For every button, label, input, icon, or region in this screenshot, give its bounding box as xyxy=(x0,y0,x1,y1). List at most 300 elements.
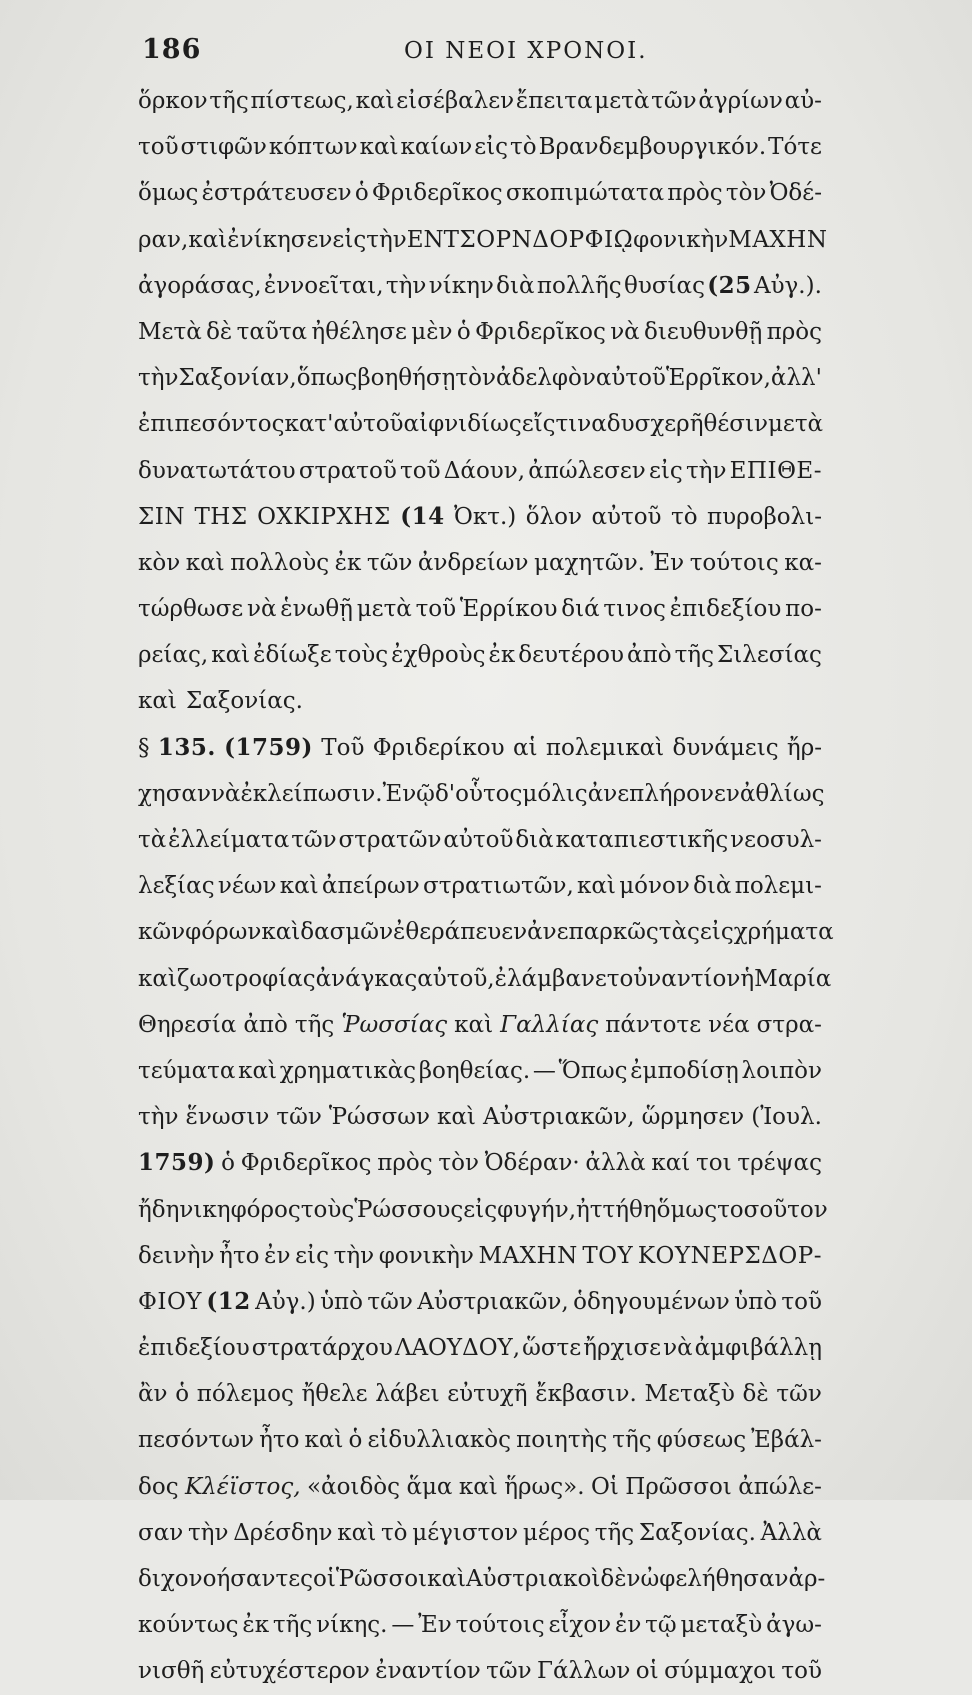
word: ἐν xyxy=(264,1242,291,1269)
word: ἀπώλε- xyxy=(738,1473,822,1500)
text-line xyxy=(138,1510,822,1556)
word: ἐπιδεξίου xyxy=(669,596,782,623)
word: τὸν xyxy=(438,1150,479,1177)
word: ὁ xyxy=(354,180,369,207)
word: χρηματικὰς xyxy=(279,1057,416,1084)
word: Ἑρρῖκον, xyxy=(665,365,771,392)
word: ἐθεράπευεν xyxy=(393,919,528,946)
word: πρὸς xyxy=(377,1150,433,1177)
word: Σαξονίαν, xyxy=(178,365,297,392)
word: ἐμποδίσῃ xyxy=(630,1057,739,1084)
word: πυροβολι- xyxy=(707,503,822,530)
word: Γάλλων xyxy=(537,1658,631,1685)
word: τοὺς xyxy=(334,642,389,669)
word: δυνατωτάτου xyxy=(138,457,296,484)
word: τοῦ xyxy=(781,1658,822,1685)
word: εὐτυχῆ xyxy=(447,1381,528,1408)
word: πολλῆς xyxy=(536,272,622,299)
word: ἐχθροὺς xyxy=(391,642,486,669)
word: αὐτοῦ xyxy=(333,411,404,438)
word: ἀγοράσας, xyxy=(138,272,262,299)
text-line xyxy=(138,1279,822,1325)
word: αὐτοῦ xyxy=(443,827,514,853)
word: τοὺς xyxy=(300,1196,355,1223)
word: ἐλλείματα xyxy=(168,827,290,853)
word: νὰ xyxy=(210,780,241,807)
word: ἦτο xyxy=(219,1242,260,1269)
word: ἥρως». xyxy=(504,1473,585,1500)
word: ἔκβασιν. xyxy=(535,1381,637,1408)
word: ποιητὴς xyxy=(516,1427,608,1454)
word: ὅμως xyxy=(138,180,199,207)
word: ὑπὸ xyxy=(734,1288,778,1315)
word: Ἐβάλ- xyxy=(751,1427,822,1454)
word: ρείας, xyxy=(138,642,209,669)
text-line xyxy=(138,355,822,401)
word: Ῥωσσίας xyxy=(341,1011,448,1038)
word: ὁ xyxy=(175,1381,190,1408)
word: Μεταξὺ xyxy=(644,1381,735,1408)
word: πρὸς xyxy=(766,318,822,345)
word: ἐκ xyxy=(334,549,362,576)
word: στρα- xyxy=(756,1011,822,1038)
word: Αὐστριακῶν, xyxy=(483,1104,635,1131)
word: εἰς xyxy=(699,919,734,946)
word: τοῦ xyxy=(400,457,441,484)
word: στρατοῦ xyxy=(298,457,397,484)
text-line xyxy=(138,632,822,678)
word: § xyxy=(138,734,150,761)
word: νίκης. xyxy=(316,1612,388,1639)
text-line xyxy=(138,1187,828,1233)
word: Τότε xyxy=(768,134,822,161)
word: ἠττήθη xyxy=(576,1196,657,1223)
word: φονικὴν xyxy=(633,226,729,253)
word: μεταξὺ xyxy=(680,1612,763,1639)
text-line xyxy=(138,1094,822,1140)
word: ἂν xyxy=(138,1381,168,1408)
word: πόλεμος xyxy=(196,1381,294,1408)
word: ἀπώλεσεν xyxy=(528,457,646,484)
word: νίκην xyxy=(428,272,494,299)
word: 135. xyxy=(157,733,216,761)
word: λοιπὸν xyxy=(741,1057,822,1084)
word: ὁ xyxy=(456,318,471,345)
word: ὁδηγουμένων xyxy=(573,1288,730,1315)
word: ἀπείρων xyxy=(321,873,420,900)
word: στρατιωτῶν, xyxy=(423,873,574,900)
text-line xyxy=(138,263,822,309)
word: καὶ xyxy=(138,688,177,715)
word: διχονοήσαντες xyxy=(138,1566,313,1592)
text-line xyxy=(138,1417,822,1463)
word: ἐδίωξε xyxy=(253,642,332,669)
word: καὶ xyxy=(355,88,395,114)
word: διὰ xyxy=(693,873,732,900)
word: οἱ xyxy=(313,1566,336,1592)
word: κῶν xyxy=(138,919,186,946)
word: Μετὰ xyxy=(138,318,202,345)
word: τινος xyxy=(603,596,666,623)
text-line xyxy=(138,863,822,909)
word: τοῦ xyxy=(138,134,179,161)
word: ἀπὸ xyxy=(627,642,672,669)
text-line xyxy=(138,1140,822,1186)
word: εἰς xyxy=(295,1242,329,1269)
word: τῆς xyxy=(294,1011,335,1038)
word: καὶ xyxy=(261,919,301,946)
word: ΟΧΚΙΡΧΗΣ xyxy=(257,503,391,530)
word: καίων xyxy=(400,134,473,161)
word: τὴν xyxy=(366,226,407,253)
text-line xyxy=(138,217,828,263)
word: ἐναντίον xyxy=(375,1658,481,1685)
word: νεοσυλ- xyxy=(730,827,822,853)
word: τῶν xyxy=(276,1104,322,1131)
word: — xyxy=(391,1612,415,1639)
word: τοσοῦτον xyxy=(717,1196,828,1223)
text-line xyxy=(138,1464,822,1510)
word: (14 xyxy=(400,502,445,530)
word: τοι xyxy=(696,1150,732,1177)
word: ἐπιπεσόντος xyxy=(138,411,285,438)
word: ἐνίκησεν xyxy=(227,226,333,253)
word: εὐτυχέστερον xyxy=(209,1658,370,1685)
word: εἶχον xyxy=(548,1612,612,1639)
running-head xyxy=(132,28,832,68)
word: Ἐνῷ xyxy=(382,780,435,807)
word: Οἱ xyxy=(590,1473,619,1500)
word: ἐλάμβανε xyxy=(494,965,607,992)
word: εἰσέβαλεν xyxy=(396,88,515,114)
word: κόπτων xyxy=(268,134,358,161)
word: ὁ xyxy=(221,1150,235,1177)
word: καὶ xyxy=(437,1104,476,1131)
running-title: ΟΙ ΝΕΟΙ ΧΡΟΝΟΙ. xyxy=(404,38,648,64)
word: Φριδερῖκος xyxy=(475,318,606,345)
text-line xyxy=(138,1048,822,1094)
word: ζωοτροφίας xyxy=(176,965,316,992)
word: καὶ xyxy=(337,1519,377,1546)
text-line xyxy=(138,1002,822,1048)
word: τοῦ xyxy=(781,1288,822,1315)
text-line xyxy=(138,1325,822,1371)
word: τώρθωσε xyxy=(138,596,244,623)
word: νισθῆ xyxy=(138,1658,205,1685)
word: φύσεως xyxy=(656,1427,747,1454)
word: ἀπὸ xyxy=(243,1011,288,1038)
word: τὴν xyxy=(187,1519,229,1546)
text-line xyxy=(138,817,822,863)
text-line xyxy=(138,909,834,955)
word: Μαρία xyxy=(754,965,832,992)
word: ὅλον xyxy=(525,503,582,530)
word: πίστεως, xyxy=(250,88,354,114)
word: ΤΟΥ xyxy=(582,1242,634,1269)
word: τὸν xyxy=(725,180,767,207)
word: ἤρχισε xyxy=(583,1335,662,1362)
word: χρήματα xyxy=(733,919,834,946)
word: τοῦ xyxy=(415,596,457,623)
word: στρατῶν xyxy=(338,827,442,853)
word: δυσχερῆ xyxy=(606,411,704,438)
word: ἤθελε xyxy=(301,1381,368,1408)
word: ἡ xyxy=(740,965,755,992)
word: «ἀοιδὸς xyxy=(306,1473,401,1500)
word: τῶν xyxy=(486,1658,532,1685)
word: καὶ xyxy=(577,873,616,900)
word: Γαλλίας xyxy=(500,1011,599,1038)
word: δεινὴν xyxy=(138,1242,215,1269)
text-line xyxy=(138,1233,822,1279)
word: ὅρκον xyxy=(138,88,208,114)
word: ἐκλείπωσιν. xyxy=(240,780,383,807)
word: Σιλεσίας xyxy=(716,642,822,669)
word: — xyxy=(532,1057,556,1084)
word: κα- xyxy=(784,549,822,576)
word: αὐτοῦ xyxy=(591,503,662,530)
word: οἱ xyxy=(635,1658,659,1685)
word: δὲ xyxy=(206,318,233,345)
word: τῶν xyxy=(776,1381,822,1408)
word: (25 xyxy=(707,271,752,299)
word: ἔπειτα xyxy=(515,88,593,114)
word: ὠφελήθησαν xyxy=(640,1566,789,1592)
word: νὰ xyxy=(246,596,277,623)
word: (12 xyxy=(206,1287,251,1315)
word: ἐννοεῖται, xyxy=(263,272,384,299)
word: τῶν xyxy=(291,827,337,853)
text-line xyxy=(138,494,822,540)
word: κούντως xyxy=(138,1612,239,1639)
word: μόλις xyxy=(522,780,588,807)
word: ἀνεπλήρονεν xyxy=(587,780,740,807)
word: τῆς xyxy=(674,642,714,669)
word: ἠθέλησε xyxy=(311,318,407,345)
word: ὅπως xyxy=(296,365,358,392)
word: δευτέρου xyxy=(518,642,625,669)
word: διὰ xyxy=(515,827,554,853)
word: (1759) xyxy=(224,733,313,761)
word: Φριδερῖκος xyxy=(240,1150,372,1177)
word: Σαξονίας. xyxy=(185,688,303,715)
word: εἰς xyxy=(648,457,683,484)
word: Ὅπως xyxy=(558,1057,628,1084)
word: τὸ xyxy=(380,1519,408,1546)
word: τεύματα xyxy=(138,1057,236,1084)
word: θέσιν xyxy=(703,411,768,438)
word: ἀθλίως xyxy=(739,780,825,807)
word: ΦΙΟΥ xyxy=(138,1288,202,1315)
word: καὶ xyxy=(454,1011,494,1038)
word: Ὀκτ.) xyxy=(454,503,517,530)
word: τῆς xyxy=(594,1519,635,1546)
text-line xyxy=(138,309,822,355)
word: διά xyxy=(561,596,600,623)
text-line xyxy=(138,448,822,494)
word: Ῥώσσους xyxy=(354,1196,464,1223)
word: ὑπὸ xyxy=(320,1288,364,1315)
word: δὲ xyxy=(742,1381,769,1408)
word: μαχητῶν. xyxy=(534,549,645,576)
text-line xyxy=(138,586,822,632)
word: ΕΠΙΘΕ- xyxy=(729,457,822,484)
word: σκοπιμώτατα xyxy=(505,180,665,207)
text-line xyxy=(138,124,822,170)
word: ἐκ xyxy=(488,642,516,669)
word: καὶ xyxy=(138,965,177,992)
word: ὁ xyxy=(348,1427,363,1454)
word: Αὐγ.) xyxy=(255,1288,316,1315)
word: ΚΟΥΝΕΡΣΔΟΡ- xyxy=(637,1242,822,1269)
word: ἀδελφὸν xyxy=(496,365,596,392)
word: εἴς xyxy=(521,411,556,438)
text-line xyxy=(138,401,822,447)
word: τῆς xyxy=(209,88,249,114)
word: τὴν xyxy=(385,272,427,299)
word: Τοῦ xyxy=(321,734,365,761)
word: αἰφνιδίως xyxy=(403,411,522,438)
word: ΤΗΣ xyxy=(194,503,248,530)
word: διὰ xyxy=(496,272,535,299)
word: φόρων xyxy=(185,919,262,946)
text-line xyxy=(138,1556,826,1602)
word: ραν, xyxy=(138,226,189,253)
word: Πρῶσσοι xyxy=(625,1473,732,1500)
word: ἀλλὰ xyxy=(585,1150,646,1177)
word: Κλέϊστος, xyxy=(184,1473,301,1500)
word: καὶ xyxy=(185,549,225,576)
word: καὶ xyxy=(359,134,399,161)
word: καὶ xyxy=(304,1427,344,1454)
word: Βρανδεμβουργικόν. xyxy=(538,134,767,161)
word: δ' xyxy=(434,780,456,807)
word: τινα xyxy=(555,411,607,438)
word: πολεμι- xyxy=(734,873,822,900)
word: κὸν xyxy=(138,549,181,576)
word: τούτοις xyxy=(455,1612,545,1639)
word: τῆς xyxy=(272,1612,313,1639)
word: ἀρ- xyxy=(788,1566,826,1592)
word: καὶ xyxy=(458,1473,498,1500)
word: ΜΑΧΗΝ xyxy=(728,226,828,253)
word: ἑνωθῇ xyxy=(280,596,353,623)
word: Ὀδέ- xyxy=(769,180,822,207)
word: εἰδυλλιακὸς xyxy=(367,1427,512,1454)
word: τῷ xyxy=(645,1612,677,1639)
word: (Ἰουλ. xyxy=(751,1104,822,1131)
text-line xyxy=(138,956,832,1002)
word: εἰς xyxy=(474,134,509,161)
word: στιφῶν xyxy=(180,134,267,161)
word: τὴν xyxy=(685,457,727,484)
word: μέρος xyxy=(522,1519,591,1546)
word: τρέψας xyxy=(737,1150,822,1177)
word: ΛΑΟΥΔΟΥ, xyxy=(394,1335,521,1362)
word: τὸ xyxy=(510,134,537,161)
word: σύμμαχοι xyxy=(664,1658,776,1685)
word: ἕνωσιν xyxy=(185,1104,270,1131)
word: ταῦτα xyxy=(236,318,308,345)
word: πεσόντων xyxy=(138,1427,255,1454)
word: ΤΣΟΡΝΔΟΡΦΙῼ xyxy=(443,226,634,253)
word: ἤδη xyxy=(138,1196,180,1223)
word: τὴν xyxy=(138,1104,179,1131)
word: διευθυνθῇ xyxy=(644,318,763,345)
word: Ἀλλὰ xyxy=(760,1519,822,1546)
word: Δάουν, xyxy=(443,457,526,484)
word: ὥστε xyxy=(522,1335,582,1362)
word: τὸν xyxy=(455,365,496,392)
word: ΣΙΝ xyxy=(138,503,185,530)
word: καὶ xyxy=(427,1566,467,1592)
word: ἀνδρείων xyxy=(417,549,529,576)
word: νικηφόρος xyxy=(179,1196,301,1223)
word: Ῥῶσσοι xyxy=(335,1566,428,1592)
word: Δρέσδην xyxy=(233,1519,333,1546)
word: ἐν xyxy=(614,1612,642,1639)
word: κατ' xyxy=(284,411,334,438)
word: καὶ xyxy=(188,226,228,253)
word: Σαξονίας. xyxy=(638,1519,756,1546)
word: λάβει xyxy=(375,1381,440,1408)
word: μετὰ xyxy=(356,596,412,623)
word: πολεμικαὶ xyxy=(545,734,665,761)
word: βοηθείας. xyxy=(418,1057,531,1084)
word: ΕΝ xyxy=(406,226,444,253)
word: πάντοτε xyxy=(605,1011,702,1038)
word: νὰ xyxy=(610,318,640,345)
word: οὗτος xyxy=(455,780,523,807)
word: τὰς xyxy=(658,919,700,946)
word: Αὐγ.). xyxy=(753,272,822,299)
text-line xyxy=(138,170,822,216)
word: πρὸς xyxy=(667,180,723,207)
word: μετὰ xyxy=(767,411,824,438)
text-line xyxy=(138,1371,822,1417)
word: νὰ xyxy=(663,1335,693,1362)
word: λεξίας xyxy=(138,873,215,900)
word: Θηρεσία xyxy=(138,1011,237,1038)
word: σαν xyxy=(138,1519,184,1546)
word: τὸ xyxy=(670,503,698,530)
word: καὶ xyxy=(279,873,319,900)
word: καταπιεστικῆς xyxy=(555,827,729,853)
word: δος xyxy=(138,1473,179,1500)
word: πο- xyxy=(785,596,822,623)
word: τῶν xyxy=(367,1288,413,1315)
word: φονικὴν xyxy=(378,1242,474,1269)
word: εἰς xyxy=(463,1196,498,1223)
word: μέγιστον xyxy=(412,1519,519,1546)
word: Αὐστριακῶν, xyxy=(417,1288,569,1315)
word: φυγήν, xyxy=(497,1196,576,1223)
text-line xyxy=(138,725,822,771)
word: Φριδερίκου xyxy=(372,734,505,761)
word: νέα xyxy=(708,1011,750,1038)
word: ἀγω- xyxy=(766,1612,822,1639)
word: μετὰ xyxy=(594,88,650,114)
word: μὲν xyxy=(411,318,453,345)
word: τὰ xyxy=(138,827,167,853)
word: ἤρ- xyxy=(786,734,822,761)
word: ἅμα xyxy=(406,1473,453,1500)
text-line xyxy=(138,540,822,586)
word: ΜΑΧΗΝ xyxy=(478,1242,578,1269)
word: τούτοις xyxy=(689,549,779,576)
word: Ἑρρίκου xyxy=(459,596,558,623)
word: ἐπιδεξίου xyxy=(138,1335,250,1362)
